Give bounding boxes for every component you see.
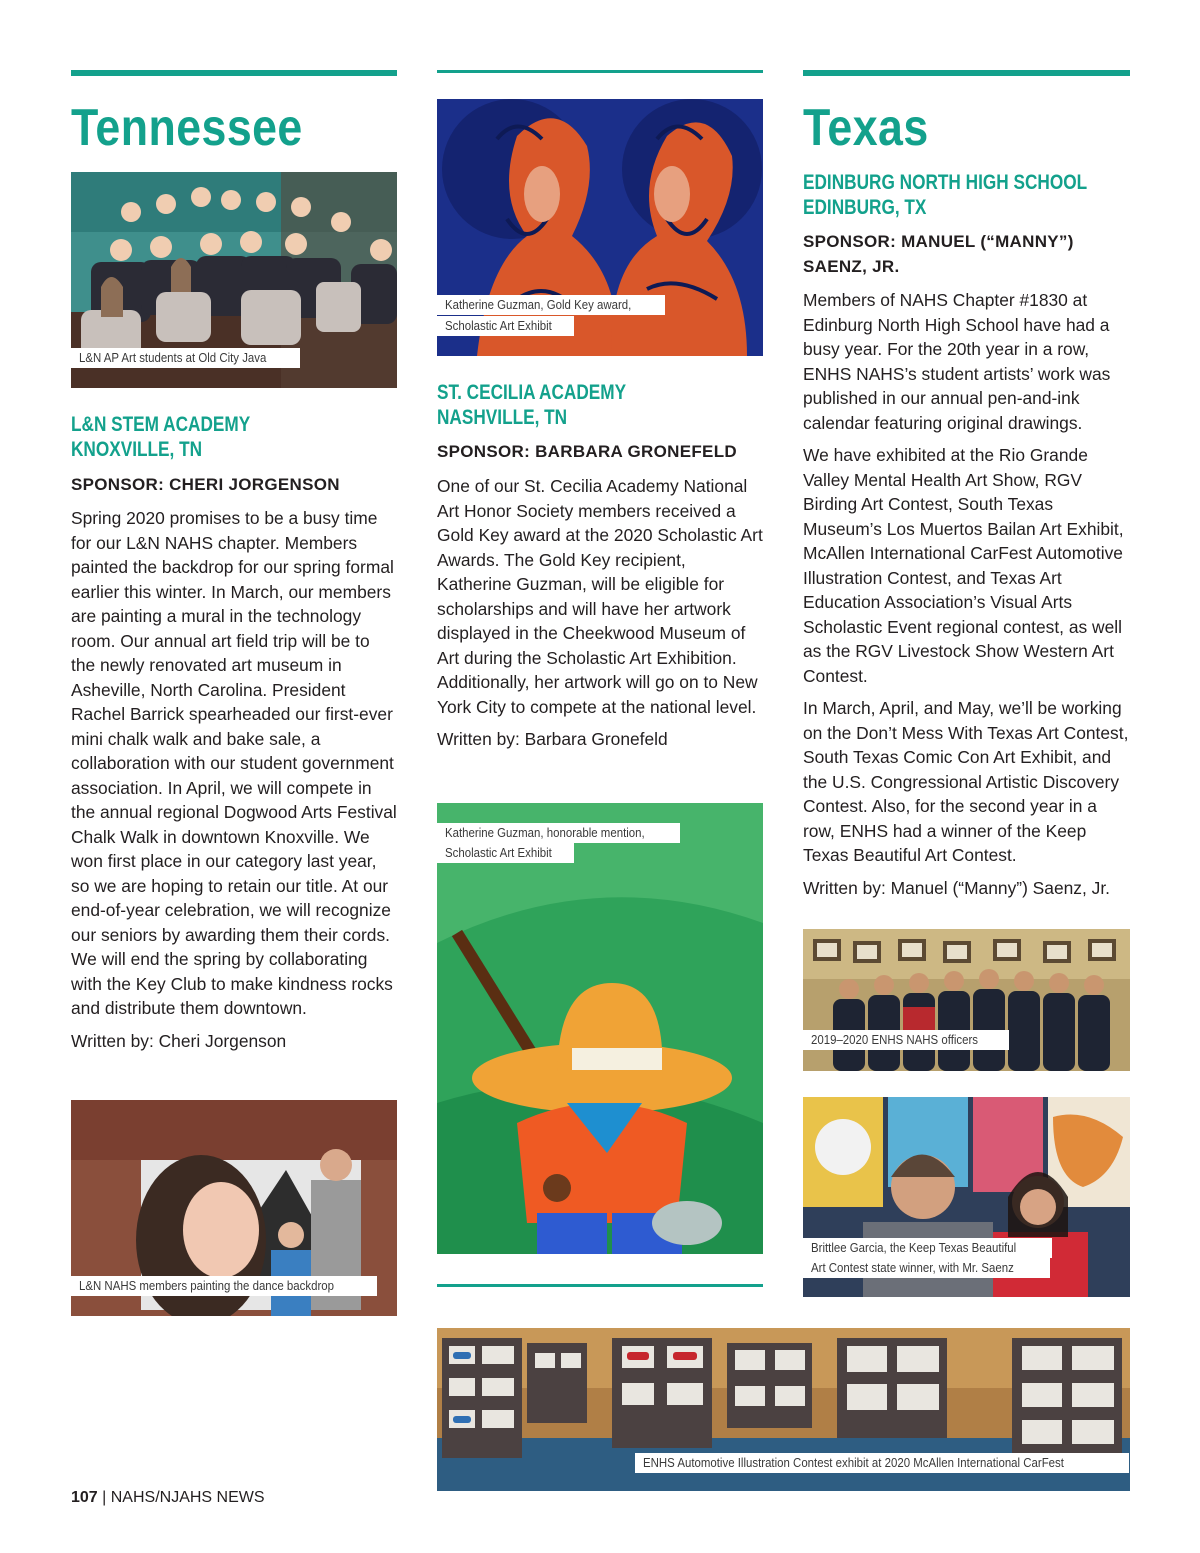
page-footer xyxy=(71,1487,265,1509)
written-by: Written by: Cheri Jorgenson xyxy=(71,1030,287,1051)
middle-top-rule xyxy=(437,70,763,73)
sponsor-line: SPONSOR: BARBARA GRONEFELD xyxy=(437,442,737,461)
school-name: EDINBURG NORTH HIGH SCHOOL xyxy=(803,171,1088,194)
state-title-texas: Texas xyxy=(803,99,929,157)
photo-caption: Katherine Guzman, honorable mention, xyxy=(437,823,680,843)
article-paragraph: Members of NAHS Chapter #1830 at Edinburg North High School have had a busy year. For the 20th year in a row, ENHS NAHS’s student artists’ work was published in our annual pen-and-ink calendar featuring original drawings. xyxy=(803,290,1111,433)
photo-caption: ENHS Automotive Illustration Contest exhibit at 2020 McAllen International CarFest xyxy=(635,1453,1129,1473)
school-name-edinburg-north xyxy=(803,170,1087,220)
photo-caption: Brittlee Garcia, the Keep Texas Beautiful xyxy=(803,1238,1052,1258)
school-name: ST. CECILIA ACADEMY xyxy=(437,381,627,404)
footer-separator: | xyxy=(97,1489,111,1506)
photo-caption: L&N NAHS members painting the dance backdrop xyxy=(71,1276,377,1296)
school-city: KNOXVILLE, TN xyxy=(71,438,203,461)
written-by: Written by: Manuel (“Manny”) Saenz, Jr. xyxy=(803,877,1111,898)
sponsor-name-line1: SPONSOR: MANUEL (“MANNY”) xyxy=(803,232,1074,251)
photo-caption: L&N AP Art students at Old City Java xyxy=(71,348,300,368)
sponsor-line xyxy=(803,229,1130,279)
sponsor-line: SPONSOR: CHERI JORGENSON xyxy=(71,475,340,494)
artwork-honorable-mention xyxy=(437,803,763,1254)
article-body-tennessee xyxy=(71,506,397,1061)
photo-caption: Katherine Guzman, Gold Key award, xyxy=(437,295,665,315)
middle-bottom-rule xyxy=(437,1284,763,1287)
artwork-honorable-mention-image xyxy=(437,803,763,1254)
sponsor-name-line2: SAENZ, JR. xyxy=(803,257,900,276)
article-paragraph: One of our St. Cecilia Academy National Art Honor Society members received a Gold Key award at the 2020 Scholastic Art Awards. The Gold Key recipient, Katherine Guzman, will be eligible for scholarships and will have her artwork displayed in the Cheekwood Museum of Art during the Scholastic Art Exhibition. Additionally, her artwork will go on to New York City to compete at the national level. xyxy=(437,476,763,717)
article-body-texas xyxy=(803,288,1130,908)
photo-caption: Art Contest state winner, with Mr. Saenz xyxy=(803,1258,1050,1278)
article-paragraph: Spring 2020 promises to be a busy time for our L&N NAHS chapter. Members painted the backdrop for our spring formal earlier this winter. In March, our members are painting a mural in the technology room. Our annual art field trip will be to the newly renovated art museum in Asheville, North Carolina. President Rachel Barrick spearheaded our first-ever mini chalk walk and bake sale, a collaboration with our student government association. In April, we will compete in the annual regional Dogwood Arts Festival Chalk Walk in downtown Knoxville. We won first place in our category last year, so we are hoping to retain our title. At our end-of-year celebration, we will recognize our seniors by awarding them their cords. We will end the spring by collaborating with the Key Club to make kindness rocks and distribute them downtown. xyxy=(71,508,397,1018)
school-name: L&N STEM ACADEMY xyxy=(71,413,251,436)
publication-name: NAHS/NJAHS NEWS xyxy=(110,1489,265,1506)
photo-caption: Scholastic Art Exhibit xyxy=(437,843,574,863)
school-name-st-cecilia xyxy=(437,380,626,430)
school-city: NASHVILLE, TN xyxy=(437,406,568,429)
school-name-ln-stem xyxy=(71,412,250,462)
article-body-st-cecilia xyxy=(437,474,763,760)
written-by: Written by: Barbara Gronefeld xyxy=(437,729,668,749)
texas-top-rule xyxy=(803,70,1130,76)
photo-caption: Scholastic Art Exhibit xyxy=(437,316,574,336)
article-paragraph: In March, April, and May, we’ll be working on the Don’t Mess With Texas Art Contest, South Texas Comic Con Art Exhibit, and the U.S. Congressional Artistic Discovery Contest. Also, for the second year in a row, ENHS had a winner of the Keep Texas Beautiful Art Contest. xyxy=(803,698,1129,865)
photo-caption: 2019–2020 ENHS NAHS officers xyxy=(803,1030,1009,1050)
article-paragraph: We have exhibited at the Rio Grande Valley Mental Health Art Show, RGV Birding Art Contest, South Texas Museum’s Los Muertos Bailan Art Exhibit, McAllen International CarFest Automotive Illustration Contest, and Texas Art Education Association’s Visual Arts Scholastic Event regional contest, as well as the RGV Livestock Show Western Art Contest. xyxy=(803,445,1124,686)
school-city: EDINBURG, TX xyxy=(803,196,927,219)
page-number: 107 xyxy=(71,1489,98,1506)
state-title-tennessee: Tennessee xyxy=(71,99,303,157)
tennessee-top-rule xyxy=(71,70,397,76)
